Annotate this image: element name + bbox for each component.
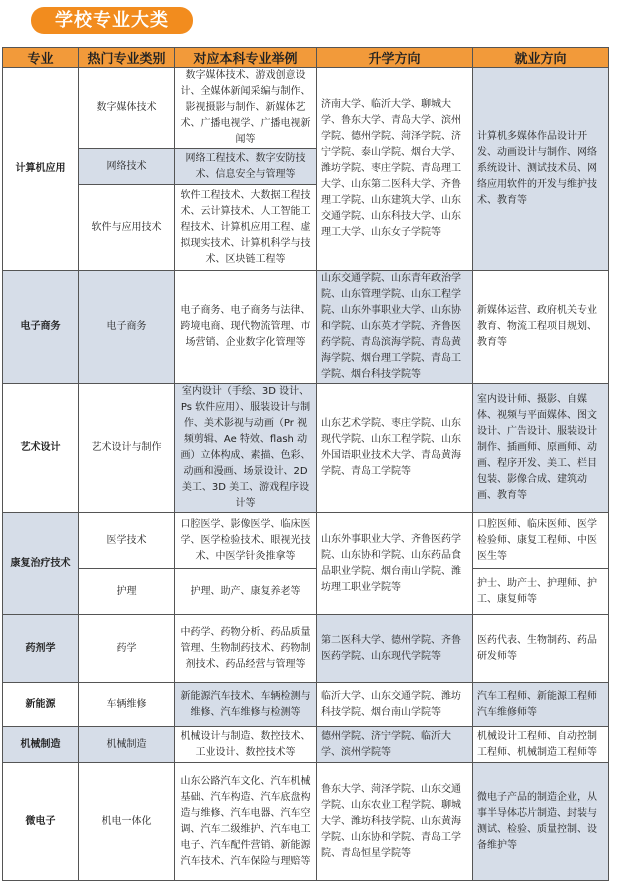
examples-cell: 口腔医学、影像医学、临床医学、医学检验技术、眼视光技术、中医学针灸推拿等 [175, 513, 317, 569]
examples-cell: 网络工程技术、数字安防技术、信息安全与管理等 [175, 149, 317, 185]
category-cell: 护理 [79, 569, 175, 615]
major-cell: 微电子 [3, 763, 79, 881]
examples-cell: 新能源汽车技术、车辆检测与维修、汽车维修与检测等 [175, 683, 317, 727]
further-study-cell: 临沂大学、山东交通学院、潍坊科技学院、烟台南山学院等 [317, 683, 473, 727]
examples-cell: 山东公路汽车文化、汽车机械基础、汽车构造、汽车底盘构造与维修、汽车电器、汽车空调、汽车二级维护、汽车电工电子、汽车配件营销、新能源汽车技术、汽车保险与理赔等 [175, 763, 317, 881]
major-cell: 电子商务 [3, 271, 79, 384]
employment-cell: 微电子产品的制造企业，从事半导体芯片制造、封装与测试、检验、质量控制、设备维护等 [473, 763, 609, 881]
table-row [3, 68, 609, 149]
employment-cell: 汽车工程师、新能源工程师汽车维修师等 [473, 683, 609, 727]
employment-cell: 室内设计师、摄影、自媒体、视频与平面媒体、图文设计、广告设计、服装设计制作、插画师、原画师、动画、程序开发、美工、栏目包装、影像合成、建筑动画、教育等 [473, 384, 609, 513]
employment-cell: 口腔医师、临床医师、医学检验师、康复工程师、中医医生等 [473, 513, 609, 569]
employment-cell: 医药代表、生物制药、药品研发师等 [473, 615, 609, 683]
examples-cell: 护理、助产、康复养老等 [175, 569, 317, 615]
table-row [3, 763, 609, 881]
table-row [3, 513, 609, 569]
major-cell: 新能源 [3, 683, 79, 727]
category-cell: 电子商务 [79, 271, 175, 384]
category-cell: 机械制造 [79, 727, 175, 763]
further-study-cell: 山东外事职业大学、齐鲁医药学院、山东协和学院、山东药品食品职业学院、烟台南山学院、潍坊理工职业学院等 [317, 513, 473, 615]
category-cell: 艺术设计与制作 [79, 384, 175, 513]
category-cell: 网络技术 [79, 149, 175, 185]
table-row [3, 683, 609, 727]
employment-cell: 机械设计工程师、自动控制工程师、机械制造工程师等 [473, 727, 609, 763]
table-row [3, 615, 609, 683]
header-row [3, 48, 609, 68]
examples-cell: 软件工程技术、大数据工程技术、云计算技术、人工智能工程技术、计算机应用工程、虚拟现实技术、计算机科学与技术、区块链工程等 [175, 185, 317, 271]
header-employment: 就业方向 [473, 48, 609, 68]
examples-cell: 中药学、药物分析、药品质量管理、生物制药技术、药物制剂技术、药品经营与管理等 [175, 615, 317, 683]
major-cell: 药剂学 [3, 615, 79, 683]
employment-cell: 新媒体运营、政府机关专业教育、物流工程项目规划、教育等 [473, 271, 609, 384]
employment-cell: 计算机多媒体作品设计开发、动画设计与制作、网络系统设计、测试技术员、网络应用软件的开发与维护技术、教育等 [473, 68, 609, 271]
page-title: 学校专业大类 [31, 7, 193, 34]
category-cell: 车辆维修 [79, 683, 175, 727]
further-study-cell: 济南大学、临沂大学、聊城大学、鲁东大学、青岛大学、滨州学院、德州学院、菏泽学院、济宁学院、泰山学院、烟台大学、潍坊学院、枣庄学院、青岛理工大学、山东第二医科大学、齐鲁理工学院、山东建筑大学、山东交通学院、山东科技大学、山东理工大学、山东女子学院等 [317, 68, 473, 271]
major-cell: 机械制造 [3, 727, 79, 763]
table-row [3, 384, 609, 513]
category-cell: 软件与应用技术 [79, 185, 175, 271]
header-examples: 对应本科专业举例 [175, 48, 317, 68]
header-category: 热门专业类别 [79, 48, 175, 68]
table-row [3, 569, 609, 615]
further-study-cell: 山东交通学院、山东青年政治学院、山东管理学院、山东工程学院、山东外事职业大学、山东协和学院、山东英才学院、齐鲁医药学院、青岛滨海学院、青岛黄海学院、烟台理工学院、青岛工学院、烟台科技学院等 [317, 271, 473, 384]
further-study-cell: 山东艺术学院、枣庄学院、山东现代学院、山东工程学院、山东外国语职业技术大学、青岛黄海学院、青岛工学院等 [317, 384, 473, 513]
examples-cell: 室内设计（手绘、3D 设计、Ps 软件应用）、服装设计与制作、美术影视与动画（Pr 视频剪辑、Ae 特效、flash 动画）立体构成、素描、色彩、动画和漫画、场景设计、2D 美工、3D 美工、游戏程序设计等 [175, 384, 317, 513]
majors-table [2, 47, 609, 881]
examples-cell: 数字媒体技术、游戏创意设计、全媒体新闻采编与制作、影视摄影与制作、新媒体艺术、广播电视学、广播电视新闻等 [175, 68, 317, 149]
employment-cell: 护士、助产士、护理师、护工、康复师等 [473, 569, 609, 615]
table-row [3, 271, 609, 384]
category-cell: 机电一体化 [79, 763, 175, 881]
table-row [3, 727, 609, 763]
major-cell: 艺术设计 [3, 384, 79, 513]
further-study-cell: 鲁东大学、菏泽学院、山东交通学院、山东农业工程学院、聊城大学、潍坊科技学院、山东黄海学院、山东协和学院、青岛工学院、青岛恒星学院等 [317, 763, 473, 881]
major-cell: 计算机应用 [3, 68, 79, 271]
category-cell: 医学技术 [79, 513, 175, 569]
category-cell: 药学 [79, 615, 175, 683]
category-cell: 数字媒体技术 [79, 68, 175, 149]
examples-cell: 电子商务、电子商务与法律、跨境电商、现代物流管理、市场营销、企业数字化管理等 [175, 271, 317, 384]
examples-cell: 机械设计与制造、数控技术、工业设计、数控技术等 [175, 727, 317, 763]
header-major: 专业 [3, 48, 79, 68]
further-study-cell: 德州学院、济宁学院、临沂大学、滨州学院等 [317, 727, 473, 763]
header-further-study: 升学方向 [317, 48, 473, 68]
major-cell: 康复治疗技术 [3, 513, 79, 615]
further-study-cell: 第二医科大学、德州学院、齐鲁医药学院、山东现代学院等 [317, 615, 473, 683]
